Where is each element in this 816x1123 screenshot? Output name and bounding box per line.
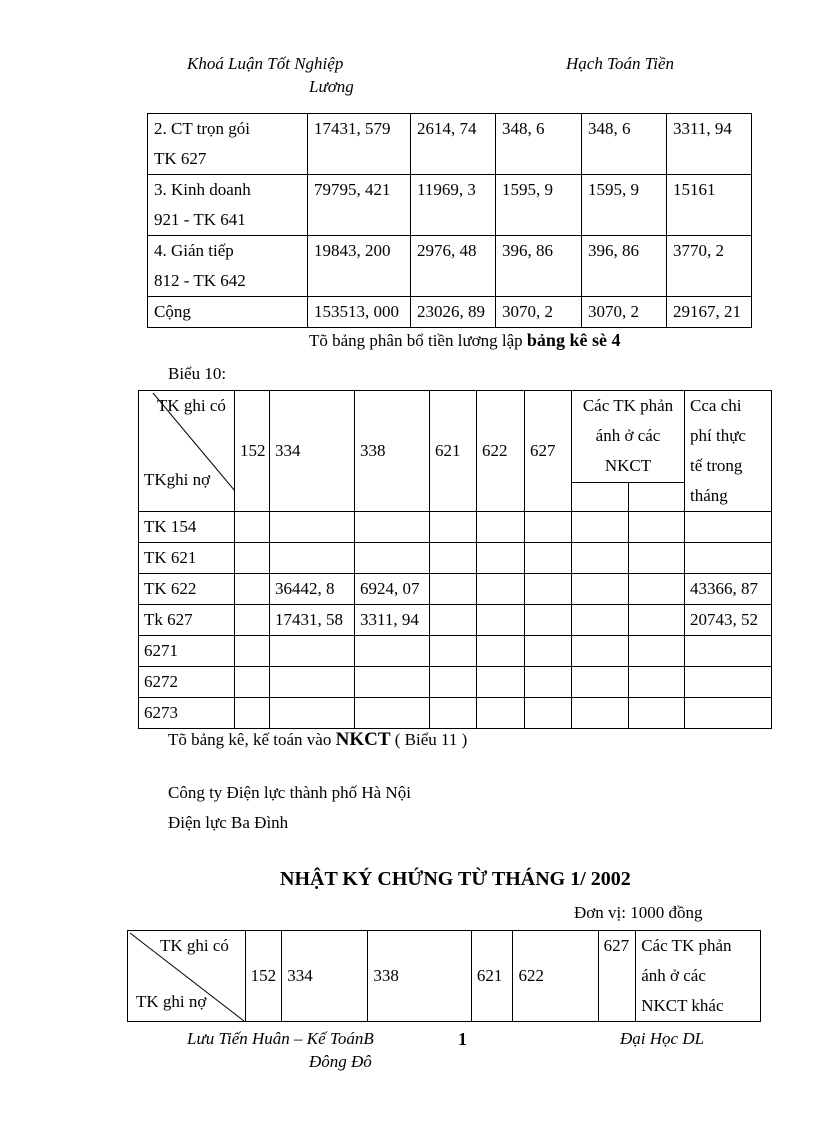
company-name: Công ty Điện lực thành phố Hà Nội xyxy=(168,783,411,802)
journal-table xyxy=(127,930,761,1022)
unit-label: Đơn vị: 1000 đồng xyxy=(574,903,703,922)
header-left: Khoá Luận Tốt Nghiệp xyxy=(187,54,344,73)
row-label: 4. Gián tiếp 812 - TK 642 xyxy=(148,236,308,297)
footer-author: Lưu Tiến Huân – Kế ToánB xyxy=(187,1029,374,1048)
table-cell: 43366, 87 xyxy=(685,574,772,605)
footer-right: Đại Học DL xyxy=(620,1029,705,1048)
bang-ke-4-table xyxy=(138,390,772,729)
table-row xyxy=(139,636,772,667)
table-cell: 17431, 579 xyxy=(308,114,411,175)
table-cell: 15161 xyxy=(667,175,752,236)
corner-top-label: TK ghi có xyxy=(157,396,226,415)
col-header: 627 xyxy=(525,391,572,512)
table-row xyxy=(139,605,772,636)
table-cell: 3770, 2 xyxy=(667,236,752,297)
row-label: 6271 xyxy=(139,636,235,667)
col-header: 152 xyxy=(235,391,270,512)
row-label: Tk 627 xyxy=(139,605,235,636)
table-cell: 1595, 9 xyxy=(582,175,667,236)
table-row-total xyxy=(148,297,752,328)
bieu-10-label: Biểu 10: xyxy=(168,364,227,383)
table-cell: 2976, 48 xyxy=(411,236,496,297)
row-label: 2. CT trọn gói TK 627 xyxy=(148,114,308,175)
table-cell: 396, 86 xyxy=(496,236,582,297)
table-cell: 29167, 21 xyxy=(667,297,752,328)
note-bang-ke: Tõ bảng phân bổ tiền lương lập bảng kê sè 4 xyxy=(309,330,621,350)
table-row xyxy=(139,512,772,543)
sub-header xyxy=(572,482,629,511)
footer-author-line2: Đông Đô xyxy=(309,1052,372,1071)
table-cell: 6924, 07 xyxy=(355,574,430,605)
total-header: Cca chi phí thực tế trong tháng xyxy=(685,391,772,512)
other-nkct-header: Các TK phản ánh ở các NKCT khác xyxy=(636,931,761,1022)
table-cell: 396, 86 xyxy=(582,236,667,297)
table-row xyxy=(139,543,772,574)
table-cell: 79795, 421 xyxy=(308,175,411,236)
page-number: 1 xyxy=(458,1029,467,1049)
table-cell: 1595, 9 xyxy=(496,175,582,236)
table-cell: 3311, 94 xyxy=(355,605,430,636)
sub-header xyxy=(629,482,685,511)
corner-bottom-label: TKghi nợ xyxy=(144,470,211,489)
col-header: 338 xyxy=(355,391,430,512)
branch-name: Điện lực Ba Đình xyxy=(168,813,289,832)
table-row xyxy=(148,114,752,175)
col-header: 622 xyxy=(513,931,598,1022)
row-label: TK 621 xyxy=(139,543,235,574)
note-nkct: Tõ bảng kê, kế toán vào NKCT ( Biểu 11 ) xyxy=(168,729,468,750)
table-cell: 348, 6 xyxy=(582,114,667,175)
table-cell: 3070, 2 xyxy=(496,297,582,328)
col-header: 334 xyxy=(282,931,368,1022)
table-cell: 19843, 200 xyxy=(308,236,411,297)
table-cell: 3311, 94 xyxy=(667,114,752,175)
col-header: 627 xyxy=(598,931,636,1022)
corner-top-label: TK ghi có xyxy=(160,936,229,955)
header-right: Hạch Toán Tiền xyxy=(566,54,675,73)
col-header: 622 xyxy=(477,391,525,512)
row-label: TK 154 xyxy=(139,512,235,543)
table-row xyxy=(139,574,772,605)
table-cell: 2614, 74 xyxy=(411,114,496,175)
row-label: 6272 xyxy=(139,667,235,698)
col-header: 621 xyxy=(430,391,477,512)
col-header: 334 xyxy=(270,391,355,512)
table-cell: 153513, 000 xyxy=(308,297,411,328)
table-row xyxy=(139,698,772,729)
row-label: TK 622 xyxy=(139,574,235,605)
table-row xyxy=(148,236,752,297)
table-row xyxy=(139,667,772,698)
col-header: 338 xyxy=(368,931,471,1022)
col-header: 152 xyxy=(245,931,282,1022)
allocation-table xyxy=(147,113,752,328)
corner-bottom-label: TK ghi nợ xyxy=(136,992,207,1011)
journal-title: NHẬT KÝ CHỨNG TỪ THÁNG 1/ 2002 xyxy=(280,868,631,890)
row-label: Cộng xyxy=(148,297,308,328)
table-cell: 36442, 8 xyxy=(270,574,355,605)
table-row xyxy=(148,175,752,236)
table-cell: 17431, 58 xyxy=(270,605,355,636)
corner-header xyxy=(139,391,235,512)
row-label: 6273 xyxy=(139,698,235,729)
table-cell: 23026, 89 xyxy=(411,297,496,328)
table-cell: 11969, 3 xyxy=(411,175,496,236)
group-header: Các TK phản ánh ở các NKCT xyxy=(572,391,685,483)
header-left-line2: Lương xyxy=(309,77,354,96)
corner-header xyxy=(128,931,246,1022)
table-cell: 348, 6 xyxy=(496,114,582,175)
col-header: 621 xyxy=(471,931,513,1022)
table-cell: 20743, 52 xyxy=(685,605,772,636)
row-label: 3. Kinh doanh 921 - TK 641 xyxy=(148,175,308,236)
table-cell: 3070, 2 xyxy=(582,297,667,328)
